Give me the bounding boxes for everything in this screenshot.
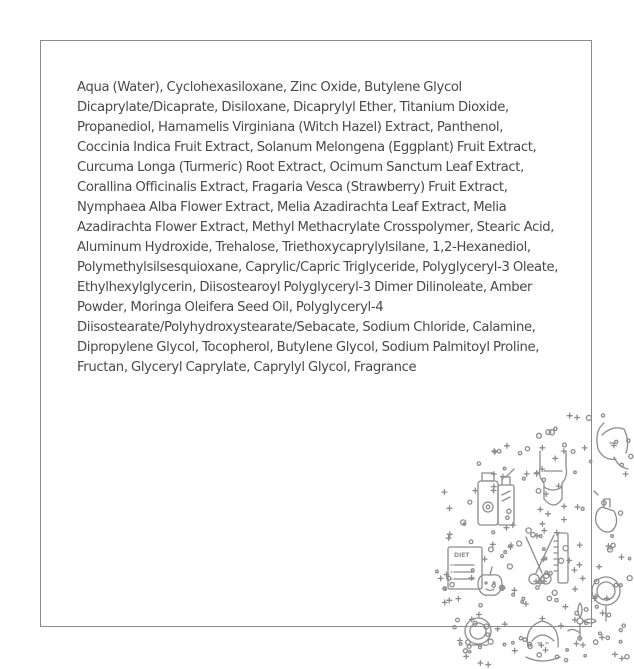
powder-compact-icon [465,618,491,645]
ingredients-list: Aqua (Water), Cyclohexasiloxane, Zinc Oxide, Butylene Glycol Dicaprylate/Dicaprate, Disiloxane, Dicaprylyl Ether, Titanium Dioxide, Propanediol, Hamamelis Virginiana (Witch Hazel) Extract, Panthenol, Coccinia Indica Fruit Extract, Solanum Melongena (Eggplant) Fruit Extract, Curcuma Longa (Turmeric) Root Extract, Ocimum Sanctum Leaf Extract, Corallina Officinalis Extract, Fragaria Vesca (Strawberry) Fruit Extract, Nymphaea Alba Flower Extract, Melia Azadirachta Leaf Extract, Melia Azadirachta Flower Extract, Methyl Methacrylate Crosspolymer, Stearic Acid, Aluminum Hydroxide, Trehalose, Triethoxycaprylylsilane, 1,2-Hexanediol, Polymethylsilsesquioxane, Caprylic/Capric Triglyceride, Polyglyceryl-3 Oleate, Ethylhexylglycerin, Diisostearoyl Polyglyceryl-3 Dimer Dilinoleate, Amber Powder, Moringa Oleifera Seed Oil, Polyglyceryl-4 Diisostearate/Polyhydroxystearate/Sebacate, Sodium Chloride, Calamine, Dipropylene Glycol, Tocopherol, Butylene Glycol, Sodium Palmitoyl Proline, Fructan, Glyceryl Caprylate, Caprylyl Glycol, Fragrance [77,80,559,375]
flower-icon [568,603,596,639]
perfume-icon [594,491,617,532]
beauty-icons-illustration [398,395,634,669]
svg-text:DIET: DIET [454,552,470,559]
woman-portrait-icon [526,621,560,661]
